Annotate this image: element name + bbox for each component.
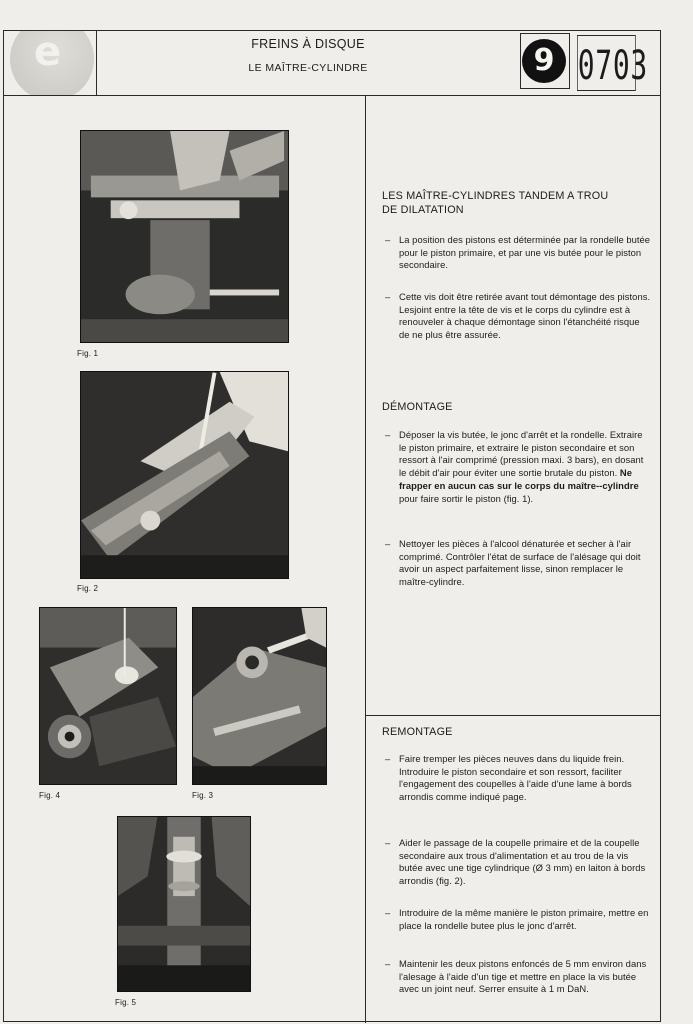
demontage-paragraph-2: – Nettoyer les pièces à l'alcool dénaturée et secher à l'air comprimé. Contrôler l'état de surface de l'alésage qui doit avoir un aspect parfaitement lisse, sinon remplacer le maître-cylindre. [385, 538, 641, 588]
bullet-dash: – [385, 429, 391, 440]
demontage-paragraph-1: – Déposer la vis butée, le jonc d'arrêt et la rondelle. Extraire le piston primaire, et extraire le piston secondaire et son ressort à l'air comprimé (pression maxi. 3 bars), en dosant le débit d'air pour éviter une sortie brutale du piston. Ne frapper en aucun cas sur le corps du maître--cylindre pour faire sortir le piston (fig. 1). [385, 429, 644, 504]
bullet-dash: – [385, 291, 391, 302]
bullet-dash: – [385, 234, 391, 245]
column-divider [365, 95, 366, 1023]
page-frame [3, 30, 661, 1022]
publisher-logo [4, 31, 97, 95]
bullet-dash: – [385, 837, 391, 848]
remontage-paragraph-4: – Maintenir les deux pistons enfoncés de 5 mm environ dans l'alesage à l'aide d'un tige et mettre en place la vis butée avec un joint neuf. Serrer ensuite à 1 m DaN. [385, 958, 647, 995]
figure-3-photo [192, 607, 327, 785]
figure-5-caption: Fig. 5 [115, 998, 137, 1007]
remontage-paragraph-3: – Introduire de la même manière le piston primaire, mettre en place la rondelle butee plus le jonc d'arrêt. [385, 907, 649, 931]
bullet-dash: – [385, 958, 391, 969]
logo-letter-icon: e [34, 31, 62, 75]
chapter-badge: 9 [522, 39, 566, 83]
figure-4-photo [39, 607, 177, 785]
figure-3-caption: Fig. 3 [192, 791, 214, 800]
bullet-dash: – [385, 907, 391, 918]
page-number: 0703 [577, 35, 636, 91]
figure-4-caption: Fig. 4 [39, 791, 61, 800]
page-title: FREINS À DISQUE [251, 37, 365, 51]
tandem-paragraph-1: – La position des pistons est déterminée par la rondelle butée pour le piston primaire, et par une vis butée pour le piston secondaire. [385, 234, 651, 271]
section-divider [365, 715, 660, 716]
section-heading-tandem-line2: DE DILATATION [382, 204, 464, 216]
bullet-dash: – [385, 753, 391, 764]
figure-2-caption: Fig. 2 [77, 584, 99, 593]
section-heading-demontage: DÉMONTAGE [382, 401, 453, 413]
bullet-dash: – [385, 538, 391, 549]
section-heading-remontage: REMONTAGE [382, 726, 453, 738]
page-subtitle: LE MAÎTRE-CYLINDRE [248, 62, 368, 74]
remontage-paragraph-1: – Faire tremper les pièces neuves dans du liquide frein. Introduire le piston secondaire et son ressort, faciliter l'engagement des coupelles à l'aide d'une lame à bords arrondis comme indiqué page. [385, 753, 632, 803]
demontage-warning: Ne frapper en aucun cas sur le corps du maître--cylindre [399, 467, 639, 491]
figure-5-photo [117, 816, 251, 992]
page-header [4, 31, 660, 96]
figure-1-caption: Fig. 1 [77, 349, 99, 358]
figure-1-photo [80, 130, 289, 343]
tandem-paragraph-2: – Cette vis doit être retirée avant tout démontage des pistons. Lesjoint entre la tête de vis et le corps du cylindre est à renouveler à chaque démontage sinon l'étanchéité risque de ne plus être assurée. [385, 291, 651, 341]
section-heading-tandem [382, 189, 652, 217]
figure-2-photo [80, 371, 289, 579]
section-heading-tandem-line1: LES MAÎTRE-CYLINDRES TANDEM A TROU [382, 190, 609, 202]
remontage-paragraph-2: – Aider le passage de la coupelle primaire et de la coupelle secondaire aux trous d'alimentation et au trou de la vis butée avec une tige cylindrique (Ø 3 mm) en laiton à bords arrondis (fig. 2). [385, 837, 646, 887]
